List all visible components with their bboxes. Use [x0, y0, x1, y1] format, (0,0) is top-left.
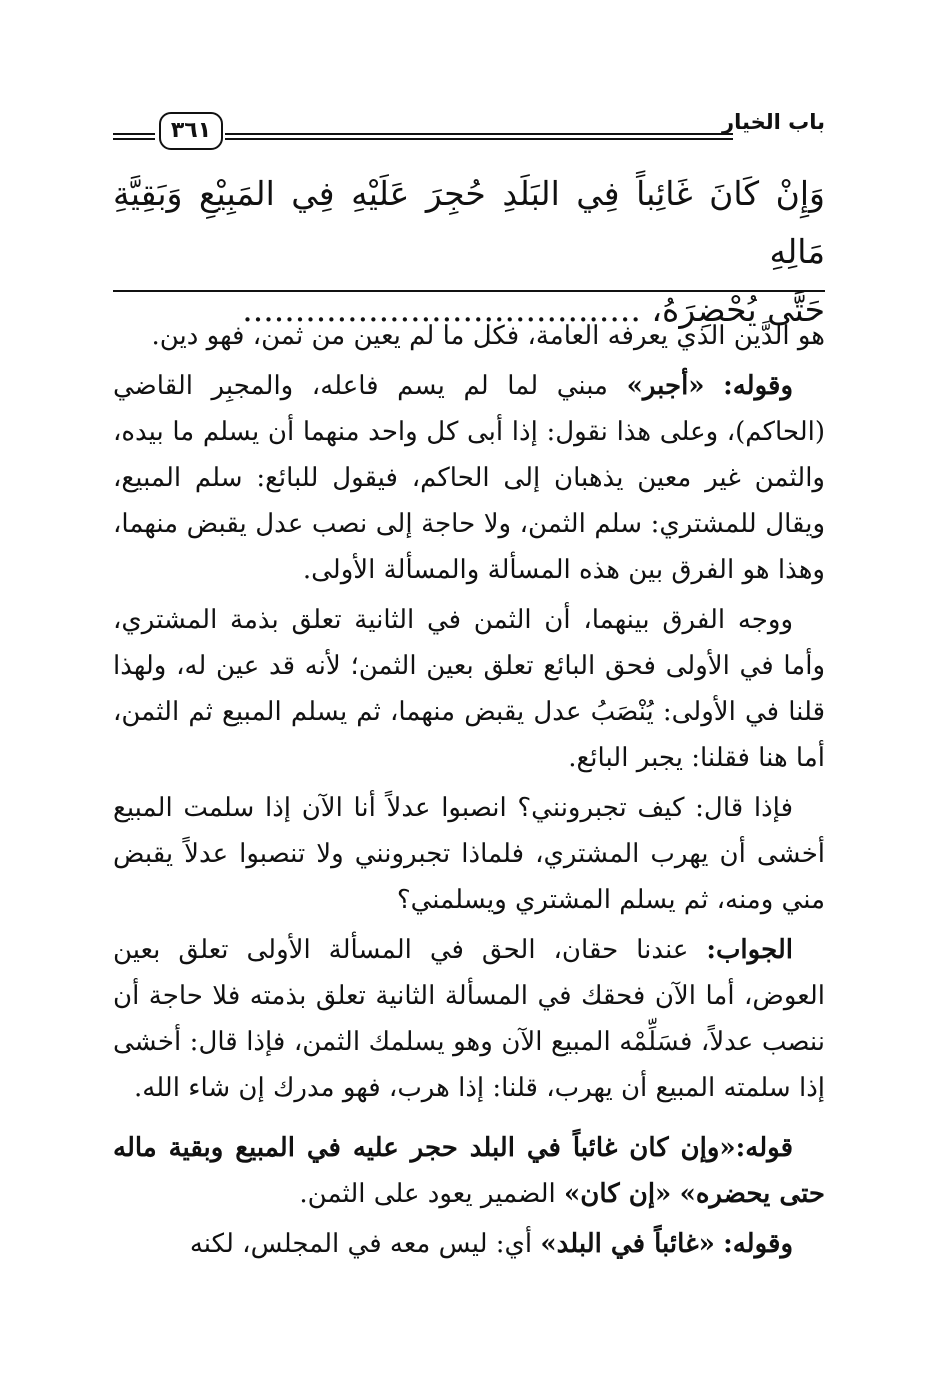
chapter-title: باب الخيار	[722, 110, 825, 134]
header-rule-left	[113, 133, 155, 140]
paragraph	[113, 927, 825, 1111]
quoted-term: «أجبر»	[626, 371, 705, 401]
header-rule	[225, 133, 733, 140]
paragraph-label: وقوله:	[723, 1229, 793, 1259]
matn-dots: ......................................	[242, 290, 641, 329]
page-header	[113, 106, 825, 154]
matn-quote: «وإن كان غائباً في البلد حجر عليه في المبيع وبقية ماله حتى يحضره»	[113, 1133, 825, 1209]
matn-line: وَإِنْ كَانَ غَائِباً فِي البَلَدِ حُجِرَ عَلَيْهِ فِي المَبِيْعِ وَبَقِيَّةِ مَالِهِ	[113, 174, 825, 271]
paragraph-text: عندنا حقان، الحق في المسألة الأولى تعلق بعين العوض، أما الآن فحقك في المسألة الثانية تعلق بذمته فلا حاجة أن ننصب عدلاً، فسَلِّمْه المبيع الآن وهو يسلمك الثمن، فإذا قال: أخشى إذا سلمته المبيع أن يهرب، قلنا: إذا هرب، فهو مدرك إن شاء الله.	[113, 935, 825, 1103]
paragraph-text: مبني لما لم يسم فاعله، والمجبِر القاضي (الحاكم)، وعلى هذا نقول: إذا أبى كل واحد منهما أن يسلم ما بيده، والثمن غير معين يذهبان إلى الحاكم، فيقول للبائع: سلم المبيع، ويقال للمشتري: سلم الثمن، ولا حاجة إلى نصب عدل يقبض منهما، وهذا هو الفرق بين هذه المسألة والمسألة الأولى.	[113, 371, 825, 585]
paragraph-label: قوله:	[735, 1133, 793, 1163]
matn-divider	[113, 290, 825, 292]
page-number: ٣٦١	[159, 112, 223, 150]
paragraph	[113, 363, 825, 593]
paragraph-text: أي: ليس معه في المجلس، لكنه	[189, 1229, 533, 1259]
commentary-text	[113, 313, 825, 1267]
paragraph-label: الجواب:	[706, 935, 794, 965]
quoted-term: «إن كان»	[564, 1179, 672, 1209]
paragraph	[113, 1221, 825, 1267]
paragraph-text: فإذا قال: كيف تجبرونني؟ انصبوا عدلاً أنا الآن إذا سلمت المبيع أخشى أن يهرب المشتري، فلماذا تجبرونني ولا تنصبوا عدلاً يقبض مني ومنه، ثم يسلم المشتري ويسلمني؟	[113, 793, 825, 915]
paragraph-text: هو الدَّين الذي يعرفه العامة، فكل ما لم يعين من ثمن، فهو دين.	[151, 321, 825, 351]
paragraph-text: ووجه الفرق بينهما، أن الثمن في الثانية تعلق بذمة المشتري، وأما في الأولى فحق البائع تعلق بعين الثمن؛ لأنه قد عين له، ولهذا قلنا في الأولى: يُنْصَبُ عدل يقبض منهما، ثم يسلم المبيع ثم الثمن، أما هنا فقلنا: يجبر البائع.	[113, 605, 825, 773]
paragraph	[113, 785, 825, 923]
paragraph	[113, 313, 825, 359]
matn-line-text: حَتَّى يُحْضِرَهُ،	[651, 290, 825, 329]
paragraph-text: الضمير يعود على الثمن.	[299, 1179, 556, 1209]
paragraph	[113, 1125, 825, 1217]
paragraph-label: وقوله:	[723, 371, 794, 401]
paragraph	[113, 597, 825, 781]
quoted-term: «غائباً في البلد»	[540, 1229, 715, 1259]
